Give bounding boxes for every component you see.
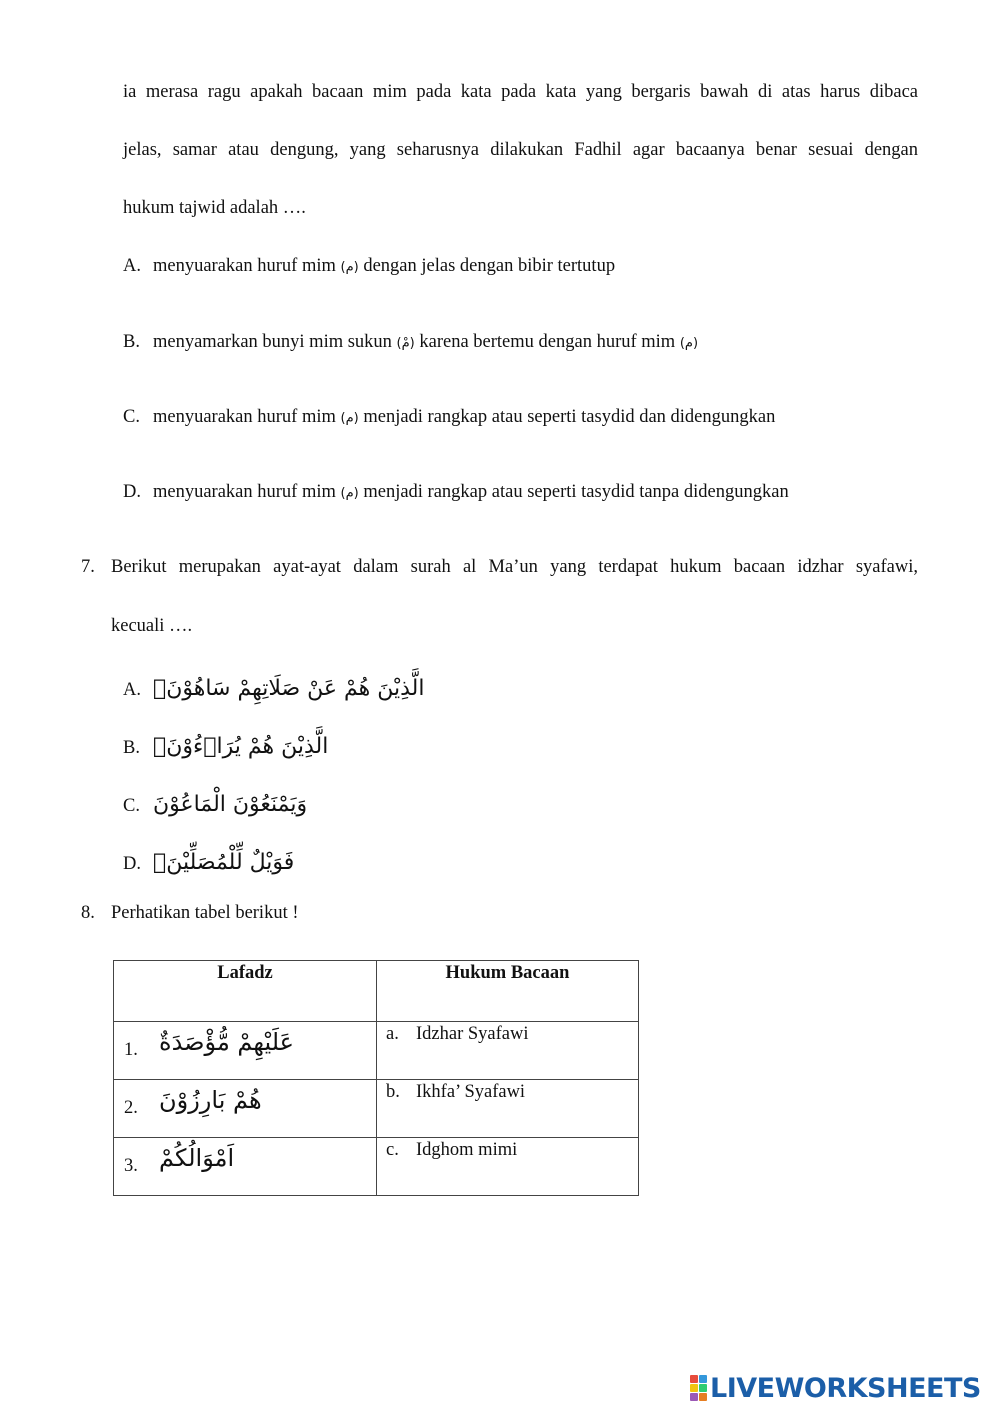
table-header-row: [114, 961, 639, 1022]
q7-option-b[interactable]: [123, 734, 328, 759]
logo-square: [699, 1393, 707, 1401]
q6-option-text: karena bertemu dengan huruf mim: [419, 332, 676, 352]
q7-option-label: D.: [123, 854, 141, 874]
q6-option-a[interactable]: [123, 256, 615, 277]
q6-option-text: dengan jelas dengan bibir tertutup: [363, 256, 616, 276]
q7-line-2: kecuali ….: [111, 616, 193, 636]
q7-option-arabic: فَوَيْلٌ لِّلْمُصَلِّيْنَۙ: [153, 850, 295, 875]
mim-letter-mark: (م): [340, 260, 359, 275]
logo-square: [699, 1384, 707, 1392]
liveworksheets-logo[interactable]: [690, 1374, 981, 1402]
table-row-number: 2.: [124, 1098, 138, 1118]
table-option-text: Idghom mimi: [416, 1140, 518, 1160]
q7-option-d[interactable]: [123, 850, 294, 875]
q8-number: 8.: [81, 903, 95, 923]
q6-option-text: menjadi rangkap atau seperti tasydid tanpa didengungkan: [363, 482, 789, 502]
table-row-number: 3.: [124, 1156, 138, 1176]
q7-option-a[interactable]: [123, 676, 425, 701]
q6-option-d[interactable]: [123, 482, 789, 503]
table-row-option: [386, 1140, 517, 1161]
table-cell-lafadz[interactable]: [114, 1022, 377, 1080]
q7-option-arabic: وَيَمْنَعُوْنَ الْمَاعُوْنَ: [153, 792, 308, 817]
mim-sukun-mark: (مْ): [396, 336, 415, 351]
table-cell-hukum[interactable]: [377, 1138, 639, 1196]
logo-square: [690, 1384, 698, 1392]
mim-letter-mark: (م): [340, 486, 359, 501]
q6-option-text: menjadi rangkap atau seperti tasydid dan didengungkan: [363, 407, 776, 427]
q7-option-label: A.: [123, 680, 141, 700]
table-cell-lafadz[interactable]: [114, 1138, 377, 1196]
q6-option-b[interactable]: [123, 332, 698, 353]
intro-line-1: ia merasa ragu apakah bacaan mim pada kata pada kata yang bergaris bawah di atas harus dibaca: [123, 82, 918, 102]
table-cell-hukum[interactable]: [377, 1080, 639, 1138]
q7-option-label: B.: [123, 738, 140, 758]
table-row-number: 1.: [124, 1040, 138, 1060]
q8-text: Perhatikan tabel berikut !: [111, 903, 299, 923]
q6-option-text: menyuarakan huruf mim: [153, 482, 336, 502]
table-row-arabic: عَلَيْهِمْ مُّؤْصَدَةٌ: [159, 1028, 294, 1056]
q7-option-arabic: الَّذِيْنَ هُمْ عَنْ صَلَاتِهِمْ سَاهُوْنَۙ: [153, 676, 425, 701]
table-option-label: b.: [386, 1082, 400, 1102]
table-row: [114, 1022, 639, 1080]
table-header-hukum-bacaan: Hukum Bacaan: [377, 961, 639, 1022]
q6-option-label: B.: [123, 332, 140, 352]
table-row: [114, 1138, 639, 1196]
q7-option-label: C.: [123, 796, 140, 816]
liveworksheets-brand-text: LIVEWORKSHEETS: [710, 1372, 981, 1404]
q7-option-arabic: الَّذِيْنَ هُمْ يُرَاۤءُوْنَۙ: [153, 734, 329, 759]
q6-option-label: A.: [123, 256, 141, 276]
q7-line-1: Berikut merupakan ayat-ayat dalam surah al Ma’un yang terdapat hukum bacaan idzhar syafawi,: [111, 557, 918, 577]
table-cell-lafadz[interactable]: [114, 1080, 377, 1138]
q6-option-label: D.: [123, 482, 141, 502]
q6-option-text: menyuarakan huruf mim: [153, 256, 336, 276]
table-row-arabic: اَمْوَالُكُمْ: [159, 1144, 235, 1172]
table-cell-hukum[interactable]: [377, 1022, 639, 1080]
q6-option-text: menyamarkan bunyi mim sukun: [153, 332, 392, 352]
table-option-label: a.: [386, 1024, 399, 1044]
table-option-text: Ikhfa’ Syafawi: [416, 1082, 526, 1102]
table-header-lafadz: Lafadz: [114, 961, 377, 1022]
intro-line-2: jelas, samar atau dengung, yang seharusnya dilakukan Fadhil agar bacaanya benar sesuai dengan: [123, 140, 918, 160]
logo-square: [690, 1375, 698, 1383]
table-row: [114, 1080, 639, 1138]
table-row-arabic: هُمْ بَارِزُوْنَ: [159, 1086, 262, 1114]
q7-option-c[interactable]: [123, 792, 307, 817]
q6-option-text: menyuarakan huruf mim: [153, 407, 336, 427]
table-option-label: c.: [386, 1140, 399, 1160]
table-option-text: Idzhar Syafawi: [416, 1024, 529, 1044]
logo-square: [690, 1393, 698, 1401]
liveworksheets-logo-icon: [690, 1375, 707, 1401]
logo-square: [699, 1375, 707, 1383]
q6-option-label: C.: [123, 407, 140, 427]
q8-table: [113, 960, 639, 1196]
q7-number: 7.: [81, 557, 95, 577]
mim-letter-mark: (م): [340, 411, 359, 426]
q6-option-c[interactable]: [123, 407, 775, 428]
mim-letter-mark: (م): [679, 336, 699, 351]
intro-line-3: hukum tajwid adalah ….: [123, 198, 306, 218]
table-row-option: [386, 1082, 525, 1103]
table-row-option: [386, 1024, 529, 1045]
